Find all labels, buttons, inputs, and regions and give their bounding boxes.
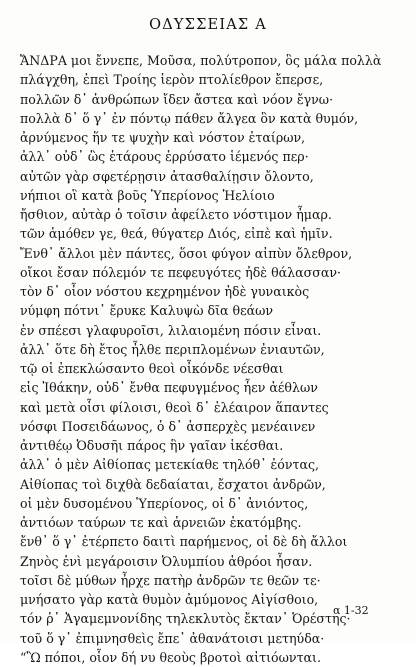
verse-line: νόσφι Ποσειδάωνος, ὁ δ᾽ ἀσπερχὲς μενέαινεν: [20, 418, 316, 434]
verse-line: Ζηνὸς ἐνὶ μεγάροισιν Ὀλυμπίου ἁθρόοι ἦσαν.: [20, 553, 313, 569]
verse-line: ἀντιθέῳ Ὀδυσῆι πάρος ἣν γαῖαν ἱκέσθαι.: [20, 438, 284, 453]
verse-line: τοῖσι δὲ μύθων ἦρχε πατὴρ ἀνδρῶν τε θεῶν τε·: [20, 572, 321, 588]
verse-line: ἐν σπέεσι γλαφυροῖσι, λιλαιομένη πόσιν εἶναι.: [20, 322, 322, 338]
verse-line: οἴκοι ἔσαν πόλεμόν τε πεφευγότες ἠδὲ θάλασσαν·: [20, 264, 341, 280]
verse-line: ἔνθ᾽ ὅ γ᾽ ἐτέρπετο δαιτὶ παρήμενος, οἱ δὲ δὴ ἄλλοι: [20, 534, 348, 550]
verse-line: τόν ῥ᾽ Ἀγαμεμνονίδης τηλεκλυτὸς ἔκταν᾽ Ὀρέστης·: [20, 611, 351, 627]
verse-line: Ἔνθ᾽ ἄλλοι μὲν πάντες, ὅσοι φύγον αἰπὺν ὄλεθρον,: [20, 245, 353, 261]
verse-line: πολλὰ δ᾽ ὅ γ᾽ ἐν πόντῳ πάθεν ἄλγεα ὃν κατὰ θυμόν,: [20, 110, 359, 126]
verse-block: [20, 51, 412, 667]
verse-line: ἌΝΔΡΑ μοι ἔννεπε, Μοῦσα, πολύτροπον, ὃς μάλα πολλὰ: [20, 53, 382, 68]
verse-line: πλάγχθη, ἐπεὶ Τροίης ἱερὸν πτολίεθρον ἔπερσε,: [20, 72, 324, 88]
verse-line: οἱ μὲν δυσομένου Ὑπερίονος, οἱ δ᾽ ἀνιόντος,: [20, 495, 309, 511]
verse-line: εἰς Ἰθάκην, οὐδ᾽ ἔνθα πεφυγμένος ἦεν ἀέθλων: [20, 380, 318, 396]
verse-line: νήπιοι οἳ κατὰ βοῦς Ὑπερίονος Ἠελίοιο: [20, 187, 275, 203]
line-reference: α 1-32: [333, 604, 369, 617]
verse-line: καὶ μετὰ οἷσι φίλοισι, θεοὶ δ᾽ ἐλέαιρον ἅπαντες: [20, 399, 329, 415]
verse-line: ἀλλ᾽ ὅτε δὴ ἔτος ἦλθε περιπλομένων ἐνιαυτῶν,: [20, 341, 325, 357]
verse-line: μνήσατο γὰρ κατὰ θυμὸν ἀμύμονος Αἰγίσθοιο,: [20, 592, 319, 607]
verse-line: ἀρνύμενος ἥν τε ψυχὴν καὶ νόστον ἑταίρων,: [20, 130, 306, 145]
verse-line: τῶν ἁμόθεν γε, θεά, θύγατερ Διός, εἰπὲ καὶ ἡμῖν.: [20, 226, 333, 242]
verse-line: τὸν δ᾽ οἶον νόστου κεχρημένον ἠδὲ γυναικὸς: [20, 284, 310, 299]
verse-line: ἤσθιον, αὐτὰρ ὁ τοῖσιν ἀφείλετο νόστιμον ἦμαρ.: [20, 207, 332, 222]
verse-line: αὐτῶν γὰρ σφετέρῃσιν ἀτασθαλίῃσιν ὄλοντο,: [20, 168, 314, 184]
verse-line: ἀντιόων ταύρων τε καὶ ἀρνειῶν ἑκατόμβης.: [20, 515, 302, 530]
verse-line: ἀλλ᾽ οὐδ᾽ ὣς ἑτάρους ἐρρύσατο ἱέμενός περ·: [20, 149, 309, 165]
verse-line: ἀλλ᾽ ὁ μὲν Αἰθίοπας μετεκίαθε τηλόθ᾽ ἐόντας,: [20, 457, 320, 473]
book-title: ΟΔΥΣΣΕΙΑΣ Α: [149, 17, 267, 33]
verse-line: τῷ οἱ ἐπεκλώσαντο θεοὶ οἶκόνδε νέεσθαι: [20, 361, 284, 376]
verse-line: τοῦ ὅ γ᾽ ἐπιμνησθεὶς ἔπε᾽ ἀθανάτοισι μετηύδα·: [20, 630, 325, 646]
verse-line: πολλῶν δ᾽ ἀνθρώπων ἴδεν ἄστεα καὶ νόον ἔγνω·: [20, 91, 334, 107]
verse-line: νύμφη πότνι᾽ ἔρυκε Καλυψὼ δῖα θεάων: [20, 303, 274, 319]
verse-line: Αἰθίοπας τοὶ διχθὰ δεδαίαται, ἔσχατοι ἀνδρῶν,: [20, 476, 326, 492]
verse-line: “Ὢ πόποι, οἷον δή νυ θεοὺς βροτοὶ αἰτιόωνται.: [20, 649, 321, 665]
